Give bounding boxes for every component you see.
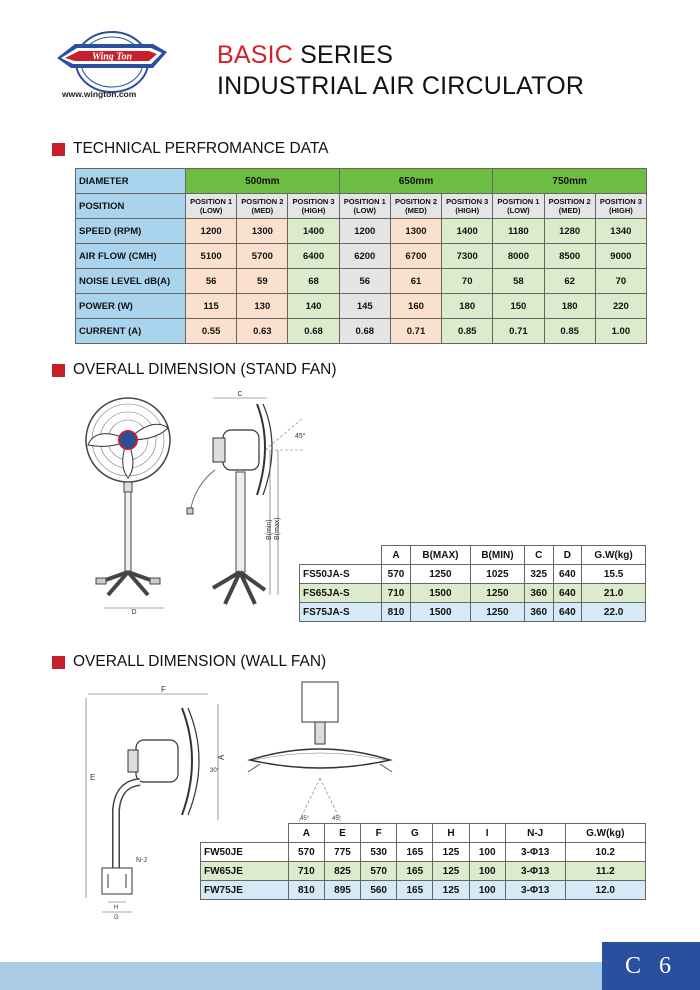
column-header: E (324, 824, 360, 843)
table-row (201, 862, 646, 881)
row-label: POWER (W) (76, 294, 186, 319)
table-cell: 9000 (595, 244, 646, 269)
table-cell: 8000 (493, 244, 544, 269)
table-cell: 7300 (442, 244, 493, 269)
column-header: H (433, 824, 469, 843)
performance-table (75, 168, 647, 344)
table-cell: 570 (361, 862, 397, 881)
title-series-word: BASIC (217, 41, 294, 69)
position-name: POSITION 3 (446, 197, 489, 206)
table-cell: 1400 (442, 219, 493, 244)
table-cell: 100 (469, 862, 505, 881)
position-name: POSITION 3 (599, 197, 642, 206)
position-name: POSITION 1 (190, 197, 233, 206)
table-cell: 0.68 (288, 319, 339, 344)
column-header: B(MIN) (471, 546, 525, 565)
position-level: (HIGH) (301, 206, 326, 215)
table-cell: 360 (524, 584, 553, 603)
table-cell: 810 (288, 881, 324, 900)
table-row (300, 565, 646, 584)
wall-fan-top-drawing (240, 680, 405, 840)
table-cell: 1025 (471, 565, 525, 584)
position-level: (MED) (558, 206, 581, 215)
position-level: (LOW) (507, 206, 530, 215)
table-cell: 68 (288, 269, 339, 294)
header-blank (300, 546, 382, 565)
table-cell: 61 (390, 269, 441, 294)
model-cell: FW65JE (201, 862, 289, 881)
table-cell: 10.2 (565, 843, 645, 862)
column-header: D (553, 546, 582, 565)
position-name: POSITION 2 (548, 197, 591, 206)
row-label: SPEED (RPM) (76, 219, 186, 244)
table-cell: 140 (288, 294, 339, 319)
wing-ton-logo (55, 22, 170, 97)
model-cell: FW75JE (201, 881, 289, 900)
position-name: POSITION 2 (394, 197, 438, 206)
table-row (201, 843, 646, 862)
dim-label-bmax: B(max) (274, 517, 281, 540)
table-cell: 100 (469, 843, 505, 862)
table-cell: 115 (186, 294, 237, 319)
row-label: CURRENT (A) (76, 319, 186, 344)
table-cell: 1500 (410, 603, 470, 622)
table-cell: 1280 (544, 219, 595, 244)
table-cell: 3-Φ13 (505, 862, 565, 881)
table-cell: 125 (433, 843, 469, 862)
position-level: (HIGH) (609, 206, 633, 215)
table-cell: 5100 (186, 244, 237, 269)
table-cell: 825 (324, 862, 360, 881)
table-cell: 150 (493, 294, 544, 319)
table-cell: 3-Φ13 (505, 843, 565, 862)
column-header: N-J (505, 824, 565, 843)
table-cell: 15.5 (582, 565, 646, 584)
table-cell: 6200 (339, 244, 390, 269)
table-cell: 1300 (390, 219, 441, 244)
model-cell: FS65JA-S (300, 584, 382, 603)
position-header (237, 194, 288, 219)
stand-fan-front-drawing (78, 390, 188, 615)
wall-fan-table (200, 823, 646, 900)
table-cell: 710 (288, 862, 324, 881)
table-cell: 62 (544, 269, 595, 294)
position-level: (LOW) (199, 206, 223, 215)
table-row (76, 319, 647, 344)
table-cell: 145 (339, 294, 390, 319)
position-level: (HIGH) (455, 206, 480, 215)
table-cell: 70 (595, 269, 646, 294)
table-cell: 8500 (544, 244, 595, 269)
title-line2: INDUSTRIAL AIR CIRCULATOR (217, 72, 585, 100)
position-name: POSITION 2 (241, 197, 284, 206)
table-cell: 1180 (493, 219, 544, 244)
column-header: G (397, 824, 433, 843)
dim-label-e: E (90, 773, 96, 782)
position-row (76, 194, 647, 219)
row-label: NOISE LEVEL dB(A) (76, 269, 186, 294)
section-bullet (52, 656, 65, 669)
table-cell: 160 (390, 294, 441, 319)
table-cell: 3-Φ13 (505, 881, 565, 900)
table-cell: 220 (595, 294, 646, 319)
table-cell: 180 (544, 294, 595, 319)
table-cell: 12.0 (565, 881, 645, 900)
position-header (442, 194, 493, 219)
table-row (76, 244, 647, 269)
column-header: F (361, 824, 397, 843)
table-cell: 100 (469, 881, 505, 900)
table-cell: 1200 (186, 219, 237, 244)
header-blank (201, 824, 289, 843)
table-cell: 0.85 (544, 319, 595, 344)
table-cell: 165 (397, 862, 433, 881)
position-header (390, 194, 441, 219)
section-heading-performance (52, 140, 329, 158)
section-bullet (52, 364, 65, 377)
table-cell: 1250 (410, 565, 470, 584)
footer-bar (0, 962, 700, 990)
dim-label-f: F (161, 685, 166, 694)
table-cell: 0.55 (186, 319, 237, 344)
table-cell: 6700 (390, 244, 441, 269)
table-cell: 710 (382, 584, 411, 603)
table-cell: 1500 (410, 584, 470, 603)
column-header: A (288, 824, 324, 843)
column-header: B(MAX) (410, 546, 470, 565)
table-cell: 560 (361, 881, 397, 900)
table-cell: 1.00 (595, 319, 646, 344)
dim-label-g: G (114, 915, 119, 920)
position-label: POSITION (76, 194, 186, 219)
logo-text: Wing Ton (91, 51, 133, 63)
table-row (201, 881, 646, 900)
table-cell: 640 (553, 565, 582, 584)
table-cell: 130 (237, 294, 288, 319)
row-label: AIR FLOW (CMH) (76, 244, 186, 269)
table-cell: 0.85 (442, 319, 493, 344)
page-number: C 6 (602, 942, 700, 990)
dim-label-c: C (237, 391, 243, 398)
position-level: (LOW) (353, 206, 377, 215)
diameter-row (76, 169, 647, 194)
model-cell: FW50JE (201, 843, 289, 862)
column-header: G.W(kg) (582, 546, 646, 565)
table-cell: 1300 (237, 219, 288, 244)
position-header (544, 194, 595, 219)
section-heading-text: TECHNICAL PERFROMANCE DATA (73, 140, 329, 157)
dim-label-h: H (114, 905, 119, 911)
table-cell: 1400 (288, 219, 339, 244)
position-level: (MED) (251, 206, 274, 215)
dim-label-45-left: 45° (300, 816, 310, 822)
section-heading-text: OVERALL DIMENSION (STAND FAN) (73, 361, 337, 378)
dim-label-30: 30° (210, 768, 220, 774)
diameter-750: 750mm (493, 169, 647, 194)
position-level: (MED) (405, 206, 427, 215)
section-heading-wall-fan (52, 653, 326, 671)
table-cell: 59 (237, 269, 288, 294)
table-row (76, 219, 647, 244)
table-cell: 165 (397, 843, 433, 862)
table-cell: 640 (553, 603, 582, 622)
diameter-500: 500mm (186, 169, 340, 194)
header-row (300, 546, 646, 565)
model-cell: FS50JA-S (300, 565, 382, 584)
website-url: www.wington.com (62, 89, 137, 99)
dim-label-bmin: B(min) (266, 519, 273, 540)
column-header: G.W(kg) (565, 824, 645, 843)
table-cell: 180 (442, 294, 493, 319)
table-cell: 895 (324, 881, 360, 900)
table-cell: 775 (324, 843, 360, 862)
position-header (595, 194, 646, 219)
table-cell: 0.63 (237, 319, 288, 344)
table-cell: 70 (442, 269, 493, 294)
diameter-label: DIAMETER (76, 169, 186, 194)
table-cell: 5700 (237, 244, 288, 269)
table-cell: 325 (524, 565, 553, 584)
title-series-rest: SERIES (293, 41, 394, 69)
table-cell: 0.71 (390, 319, 441, 344)
table-cell: 125 (433, 881, 469, 900)
dim-label-nj: N-J (136, 857, 147, 864)
table-cell: 1250 (471, 603, 525, 622)
section-heading-text: OVERALL DIMENSION (WALL FAN) (73, 653, 327, 670)
model-cell: FS75JA-S (300, 603, 382, 622)
section-bullet (52, 143, 65, 156)
table-cell: 1200 (339, 219, 390, 244)
column-header: C (524, 546, 553, 565)
table-cell: 530 (361, 843, 397, 862)
table-cell: 21.0 (582, 584, 646, 603)
table-cell: 570 (288, 843, 324, 862)
table-cell: 640 (553, 584, 582, 603)
table-cell: 0.68 (339, 319, 390, 344)
position-name: POSITION 1 (343, 197, 386, 206)
section-heading-stand-fan (52, 361, 337, 379)
table-row (76, 294, 647, 319)
dim-label-angle: 45° (295, 433, 306, 440)
dim-label-45-right: 45° (332, 816, 342, 822)
table-cell: 165 (397, 881, 433, 900)
stand-fan-table (299, 545, 646, 622)
table-cell: 6400 (288, 244, 339, 269)
table-cell: 22.0 (582, 603, 646, 622)
dim-label-d-front: D (131, 609, 137, 615)
position-header (339, 194, 390, 219)
table-cell: 360 (524, 603, 553, 622)
table-cell: 11.2 (565, 862, 645, 881)
table-row (300, 603, 646, 622)
diameter-650: 650mm (339, 169, 493, 194)
position-name: POSITION 3 (292, 197, 335, 206)
header-row (201, 824, 646, 843)
table-cell: 0.71 (493, 319, 544, 344)
table-cell: 125 (433, 862, 469, 881)
table-cell: 56 (339, 269, 390, 294)
position-name: POSITION 1 (497, 197, 540, 206)
table-cell: 1340 (595, 219, 646, 244)
position-header (288, 194, 339, 219)
column-header: A (382, 546, 411, 565)
table-cell: 810 (382, 603, 411, 622)
position-header (186, 194, 237, 219)
dim-label-a: A (217, 754, 226, 760)
table-cell: 58 (493, 269, 544, 294)
table-row (76, 269, 647, 294)
table-row (300, 584, 646, 603)
table-cell: 1250 (471, 584, 525, 603)
position-header (493, 194, 544, 219)
table-cell: 56 (186, 269, 237, 294)
table-cell: 570 (382, 565, 411, 584)
column-header: I (469, 824, 505, 843)
page-title (217, 40, 584, 102)
